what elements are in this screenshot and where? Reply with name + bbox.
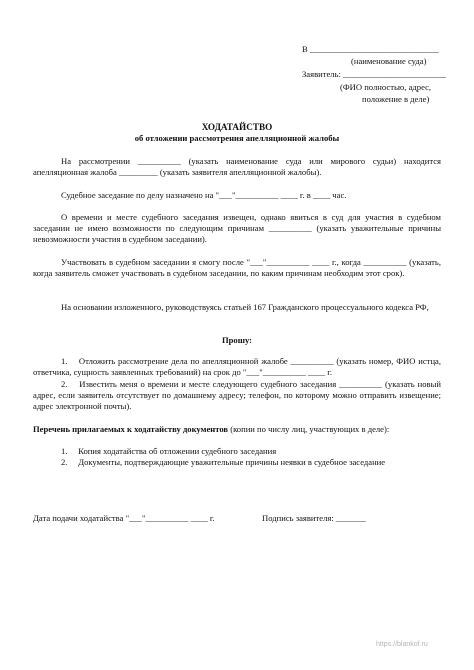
request-item-2-text: Известить меня о времени и месте следующего судебного заседания __________ (указать новый адрес, если заявитель отсутствует по домашнему адресу; телефон, по которому можно отправить извещение; адрес электронной почты). [33,379,441,411]
attachments-heading-bold: Перечень прилагаемых к ходатайству документов [33,424,229,434]
request-item-2-number: 2. [61,379,68,389]
applicant-hint-1: (ФИО полностью, адрес, [340,82,432,92]
attachment-item-2-number: 2. [61,457,68,467]
request-heading: Прошу: [221,335,253,345]
document-title: ХОДАТАЙСТВО [201,122,273,132]
request-item-2 [33,379,441,412]
paragraph-1: На рассмотрении __________ (указать наименование суда или мирового судьи) находится апелляционная жалоба _________ (указать заявителя апелляционной жалобы). [33,156,441,177]
applicant-line: Заявитель: ________________________ [302,69,447,79]
paragraph-4: Участвовать в судебном заседании я смогу после "___"__________ ____ г., когда __________ (указать, когда заявитель сможет участвовать в судебном заседании, по каким причинам необходим этот срок). [33,257,441,278]
attachments-heading-rest: (копии по числу лиц, участвующих в деле): [228,424,390,434]
watermark-url: https://blankof.ru [376,641,428,648]
paragraph-2: Судебное заседание по делу назначено на "___"__________ ____ г. в ____ час. [61,190,347,200]
request-item-1 [33,356,441,378]
attachment-item-1-text: Копия ходатайства об отложении судебного заседания [78,446,277,456]
court-hint: (наименование суда) [351,56,427,66]
attachments-heading [33,424,441,435]
request-item-1-text: Отложить рассмотрение дела по апелляционной жалобе __________ (указать номер, ФИО истца, ответчика, сущность заявленных требований) на срок до "___"__________ ____ г. [33,356,442,377]
court-line: В ______________________________ [302,44,439,54]
attachment-item-1-number: 1. [61,446,68,456]
filing-date-line: Дата подачи ходатайства "___"__________ ____ г. [33,513,215,523]
applicant-hint-2: положение в деле) [362,94,430,104]
paragraph-5: На основании изложенного, руководствуясь статьей 167 Гражданского процессуального кодекса РФ, [61,302,429,312]
request-item-1-number: 1. [61,356,68,366]
attachment-item-2 [61,457,385,468]
document-subtitle: об отложении рассмотрения апелляционной жалобы [134,133,340,143]
attachment-item-1 [61,446,276,457]
paragraph-3: О времени и месте судебного заседания извещен, однако явиться в суд для участия в судебном заседании не имею возможности по следующим причинам __________ (указать уважительные причины невозможности участия в судебном заседании). [33,212,441,244]
attachment-item-2-text: Документы, подтверждающие уважительные причины неявки в судебное заседание [78,457,386,467]
signature-line: Подпись заявителя: _______ [262,513,366,523]
